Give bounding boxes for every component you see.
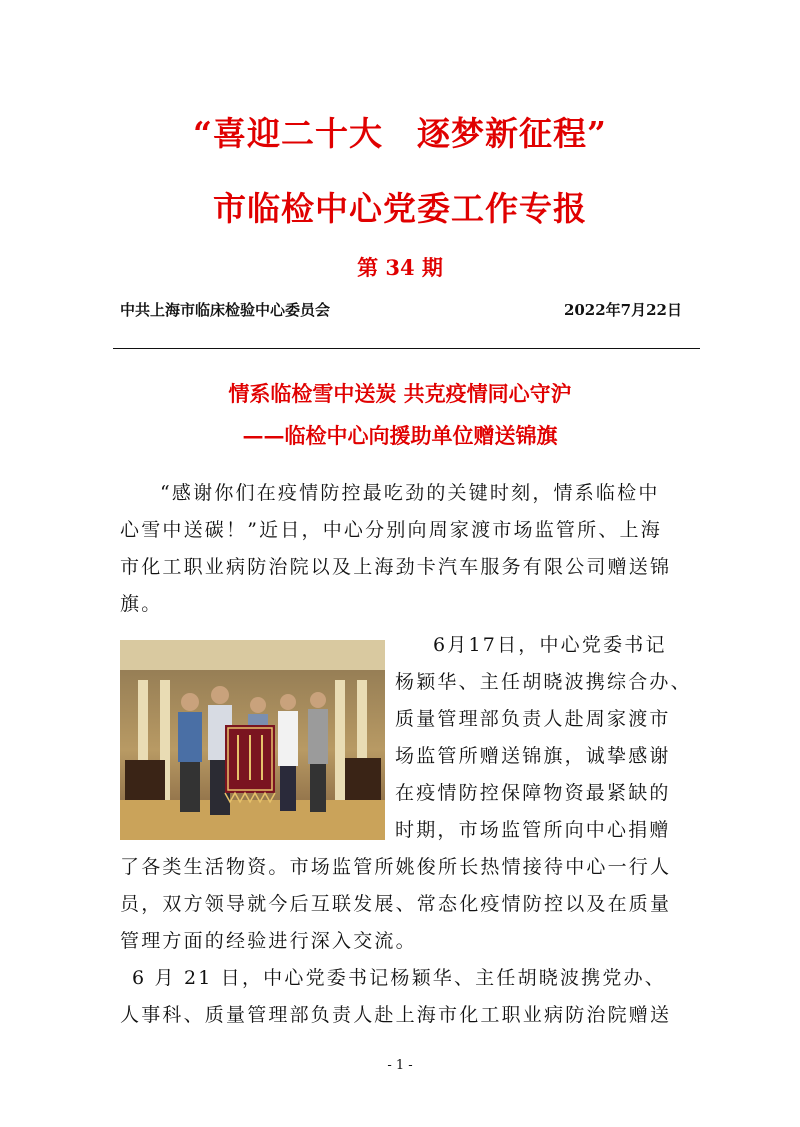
header-divider: [113, 348, 700, 349]
body-line: 在疫情防控保障物资最紧缺的: [395, 782, 671, 804]
body-line: “感谢你们在疫情防控最吃劲的关键时刻，情系临检中: [160, 482, 660, 504]
body-line: 管理方面的经验进行深入交流。: [120, 930, 417, 952]
body-line: 人事科、质量管理部负责人赴上海市化工职业病防治院赠送: [120, 1004, 672, 1026]
organization-name: 中共上海市临床检验中心委员会: [120, 301, 331, 319]
body-line: 质量管理部负责人赴周家渡市: [395, 708, 671, 730]
page-number: - 1 -: [387, 1058, 413, 1073]
body-line: 时期，市场监管所向中心捐赠: [395, 819, 671, 841]
body-line: 杨颖华、主任胡晓波携综合办、: [395, 671, 692, 693]
body-line: 市化工职业病防治院以及上海劲卡汽车服务有限公司赠送锦: [120, 556, 672, 578]
flag-presentation-photo: [120, 640, 385, 840]
body-line: 场监管所赠送锦旗，诚挚感谢: [395, 745, 671, 767]
article-subheadline: ——临检中心向援助单位赠送锦旗: [242, 423, 558, 448]
article-headline: 情系临检雪中送炭 共克疫情同心守沪: [228, 381, 572, 406]
body-line: 旗。: [120, 593, 163, 615]
body-line: 6 月 21 日，中心党委书记杨颖华、主任胡晓波携党办、: [132, 967, 666, 989]
issue-number: 第 34 期: [357, 255, 443, 280]
masthead-title: “喜迎二十大 逐梦新征程”: [193, 114, 607, 153]
publish-date: 2022年7月22日: [563, 301, 682, 319]
body-line: 了各类生活物资。市场监管所姚俊所长热情接待中心一行人: [120, 856, 672, 878]
body-line: 员，双方领导就今后互联发展、常态化疫情防控以及在质量: [120, 893, 672, 915]
body-line: 心雪中送碳！”近日，中心分别向周家渡市场监管所、上海: [120, 519, 662, 541]
report-title: 市临检中心党委工作专报: [213, 189, 587, 228]
body-line: 6月17日，中心党委书记: [433, 634, 667, 656]
